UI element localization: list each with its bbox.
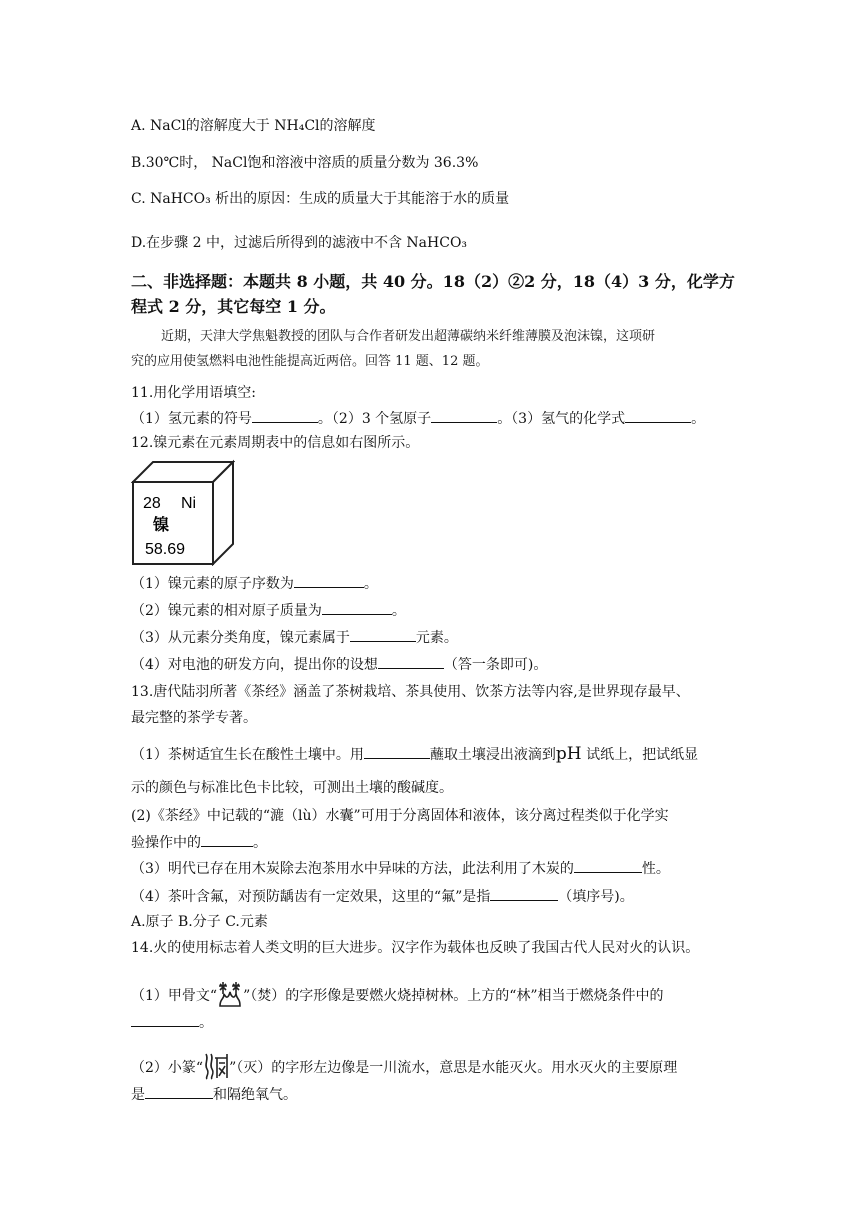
q13-item1-cont: 示的颜色与标准比色卡比较，可测出土壤的酸碱度。 (131, 780, 453, 796)
q13-item2-cont (131, 832, 267, 853)
answer-blank[interactable] (131, 1012, 199, 1027)
q14-1-end: 。 (199, 1015, 213, 1031)
q13-4-end: （填序号)。 (558, 889, 634, 905)
question-11: 11.用化学用语填空: (131, 385, 256, 401)
answer-blank[interactable] (625, 408, 691, 423)
answer-blank[interactable] (252, 408, 318, 423)
answer-blank[interactable] (490, 886, 558, 901)
intro-line1: 近期，天津大学焦魁教授的团队与合作者研发出超薄碳纳米纤维薄膜及泡沫镍，这项研 (161, 329, 656, 344)
q12-2-end: 。 (391, 603, 406, 619)
q13-1-tail: 试纸上，把试纸显 (581, 747, 699, 763)
q13-3-text: （3）明代已存在用木炭除去泡茶用水中异味的方法，此法利用了木炭的 (131, 861, 574, 877)
question-13-line1: 13.唐代陆羽所著《茶经》涵盖了茶树栽培、茶具使用、饮茶方法等内容,是世界现存最早、 (131, 684, 690, 700)
q12-item3 (131, 627, 458, 648)
q12-4-end: （答一条即可)。 (443, 657, 548, 673)
question-12: 12.镍元素在元素周期表中的信息如右图所示。 (131, 435, 420, 451)
answer-blank[interactable] (322, 600, 392, 615)
q14-item1 (131, 978, 664, 1008)
q12-3-text: （3）从元素分类角度，镍元素属于 (131, 630, 350, 646)
q14-item1-cont (131, 1012, 213, 1033)
option-d: D.在步骤 2 中，过滤后所得到的滤液中不含 NaHCO₃ (131, 235, 468, 251)
section-heading-line1: 二、非选择题：本题共 8 小题，共 40 分。18（2）②2 分，18（4）3 分，化学方 (131, 272, 735, 291)
section-heading-line2: 程式 2 分，其它每空 1 分。 (131, 297, 336, 316)
q12-1-end: 。 (363, 576, 378, 592)
answer-blank[interactable] (350, 627, 416, 642)
q12-1-text: （1）镍元素的原子序数为 (131, 576, 294, 592)
q13-options: A.原子 B.分子 C.元素 (131, 914, 268, 930)
q14-2-text: （2）小篆“ (131, 1060, 204, 1076)
q12-item1 (131, 573, 378, 594)
question-11-items (131, 408, 705, 429)
q14-2-mid: ”（灭）的字形左边像是一川流水，意思是水能灭火。用水灭火的主要原理 (229, 1060, 678, 1076)
q13-3-end: 性。 (641, 861, 670, 877)
answer-blank[interactable] (201, 832, 253, 847)
answer-blank[interactable] (364, 744, 430, 759)
q12-item4 (131, 654, 547, 675)
q13-1-mid: 蘸取土壤浸出液滴到 (429, 747, 556, 763)
q13-2-end: 。 (253, 835, 267, 851)
seal-mie-glyph-icon (203, 1050, 229, 1080)
element-card-image (131, 458, 235, 566)
intro-line2: 究的应用使氢燃料电池性能提高近两倍。回答 11 题、12 题。 (131, 354, 489, 369)
q13-item3 (131, 858, 670, 879)
answer-blank[interactable] (431, 408, 497, 423)
q11-end: 。 (691, 411, 706, 427)
q14-item2 (131, 1050, 677, 1080)
q13-item1 (131, 744, 698, 765)
option-b: B.30℃时， NaCl饱和溶液中溶质的质量分数为 36.3% (131, 155, 479, 171)
q12-item2 (131, 600, 406, 621)
element-number: 28 (143, 495, 161, 512)
q13-4-text: （4）茶叶含氟，对预防龋齿有一定效果，这里的“氟”是指 (131, 889, 491, 905)
q12-3-end: 元素。 (415, 630, 458, 646)
q13-item2: (2)《茶经》中记载的“漉（lù）水囊”可用于分离固体和液体，该分离过程类似于化学实 (131, 808, 669, 824)
oracle-fen-glyph-icon (217, 978, 243, 1008)
option-c: C. NaHCO₃ 析出的原因：生成的质量大于其能溶于水的质量 (131, 191, 510, 207)
q12-2-text: （2）镍元素的相对原子质量为 (131, 603, 322, 619)
element-mass: 58.69 (145, 541, 186, 558)
answer-blank[interactable] (378, 654, 444, 669)
element-symbol: Ni (181, 495, 197, 512)
answer-blank[interactable] (574, 858, 642, 873)
q12-4-text: （4）对电池的研发方向，提出你的设想 (131, 657, 378, 673)
question-14: 14.火的使用标志着人类文明的巨大进步。汉字作为载体也反映了我国古代人民对火的认识。 (131, 940, 700, 956)
q14-2-end: 和隔绝氧气。 (213, 1087, 297, 1103)
q14-1-mid: ”（焚）的字形像是要燃火烧掉树林。上方的“林”相当于燃烧条件中的 (243, 988, 664, 1004)
answer-blank[interactable] (145, 1084, 213, 1099)
element-name: 镍 (153, 515, 170, 534)
ph-label: pH (555, 744, 582, 764)
q11-part1: （1）氢元素的符号 (131, 411, 252, 427)
option-a: A. NaCl的溶解度大于 NH₄Cl的溶解度 (131, 118, 376, 134)
question-13-line2: 最完整的茶学专著。 (131, 710, 257, 726)
q11-part3: 。（3）氢气的化学式 (497, 411, 626, 427)
q13-item4 (131, 886, 634, 907)
q14-2-lead: 是 (131, 1087, 145, 1103)
q14-item2-cont (131, 1084, 297, 1105)
q14-1-text: （1）甲骨文“ (131, 988, 218, 1004)
q11-part2: 。（2）3 个氢原子 (317, 411, 432, 427)
q13-1-text: （1）茶树适宜生长在酸性土壤中。用 (131, 747, 364, 763)
q13-2-text: 验操作中的 (131, 835, 201, 851)
answer-blank[interactable] (294, 573, 364, 588)
